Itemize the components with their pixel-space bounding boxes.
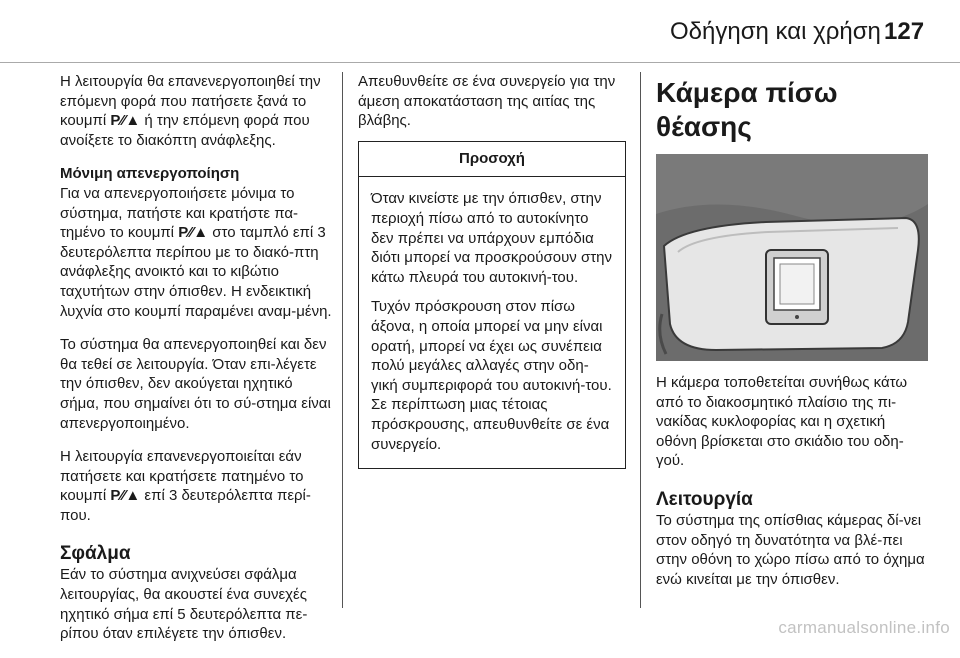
column-divider [342, 72, 343, 608]
sun-visor-display-illustration [656, 154, 928, 361]
paragraph-system-disabled: Το σύστημα θα απενεργοποιηθεί και δεν θα τεθεί σε λειτουργία. Όταν επι-λέγετε την όπισθεν, δεν ακούγεται ηχητικό σήμα, που σημαίνει ότι το σύ-στημα είναι απενεργοποιημένο. [60, 336, 331, 432]
watermark: carmanualsonline.info [778, 618, 950, 637]
page-header-title: Οδήγηση και χρήση [670, 18, 881, 45]
section-permanent-deactivation: Μόνιμη απενεργοποίηση Για να απενεργοποιήσετε μόνιμα το σύστημα, πατήστε και κρατήστε πα-τημένο το κουμπί P⁄⁄▲ στο ταμπλό επί 3 δευτερόλεπτα περίπου με το διακό-πτη ανάφλεξης ανοικτό και το κιβώτιο ταχυτήτων στην όπισθεν. Η ενδεικτική λυχνία στο κουμπί παραμένει αναμ-μένη. [60, 165, 332, 320]
column-divider [640, 72, 641, 608]
section-operation: Λειτουργία Το σύστημα της οπίσθιας κάμερας δί-νει στον οδηγό τη δυνατότητα να βλέ-πει στην οθόνη το χώρο πίσω από το όχημα ενώ κινείται με την όπισθεν. [656, 489, 928, 589]
warning-paragraph: Τυχόν πρόσκρουση στον πίσω άξονα, η οποία μπορεί να μην είναι ορατή, μπορεί να έχει ως συνέπεια πολύ μεγάλες αλλαγές στην οδη-γική συμπεριφορά του αυτοκινή-του. Σε περίπτωση μιας τέτοιας πρόσκρουσης, απευθυνθείτε σε ένα συνεργείο. [371, 298, 612, 453]
section-fault: Σφάλμα Εάν το σύστημα ανιχνεύσει σφάλμα λειτουργίας, θα ακουστεί ένα συνεχές ηχητικό σήμα επί 5 δευτερόλεπτα πε-ρίπου όταν επιλέγετε την όπισθεν. [60, 543, 332, 643]
operation-heading: Λειτουργία [656, 488, 753, 510]
column-left [60, 72, 332, 658]
sun-visor-display-svg [656, 154, 928, 361]
column-middle [358, 72, 626, 469]
permanent-deactivation-heading: Μόνιμη απενεργοποίηση [60, 165, 240, 183]
rear-camera-heading: Κάμερα πίσω θέασης [656, 77, 838, 142]
park-assist-button-icon: P⁄⁄▲ [178, 224, 209, 242]
page-number: 127 [884, 18, 925, 45]
fault-heading: Σφάλμα [60, 543, 131, 565]
warning-box [358, 141, 626, 469]
header-divider [0, 62, 960, 63]
park-assist-button-icon: P⁄⁄▲ [110, 112, 141, 130]
park-assist-button-icon: P⁄⁄▲ [110, 487, 141, 505]
paragraph-reactivate-hold: Η λειτουργία επανενεργοποιείται εάν πατήσετε και κρατήσετε πατημένο το κουμπί P⁄⁄▲ επί 3 δευτερόλεπτα περί-που. [60, 448, 311, 524]
warning-paragraph: Όταν κινείστε με την όπισθεν, στην περιοχή πίσω από το αυτοκίνητο δεν πρέπει να υπάρχουν εμπόδια διότι μπορεί να προσκρούσουν στην κάτω πλευρά του αυτοκινή-του. [371, 190, 612, 286]
column-right [656, 72, 928, 603]
paragraph-workshop: Απευθυνθείτε σε ένα συνεργείο για την άμεση αποκατάσταση της αιτίας της βλάβης. [358, 73, 616, 130]
camera-caption: Η κάμερα τοποθετείται συνήθως κάτω από το διακοσμητικό πλαίσιο της πι-νακίδας κυκλοφορίας και η σχετική οθόνη βρίσκεται στο σκιάδιο του οδη-γού. [656, 374, 908, 470]
warning-title: Προσοχή [359, 142, 625, 178]
paragraph-reactivation: Η λειτουργία θα επανενεργοποιηθεί την επόμενη φορά που πατήσετε ξανά το κουμπί P⁄⁄▲ ή την επόμενη φορά που ανοίξετε το διακόπτη ανάφλεξης. [60, 73, 321, 149]
warning-body [359, 177, 625, 468]
